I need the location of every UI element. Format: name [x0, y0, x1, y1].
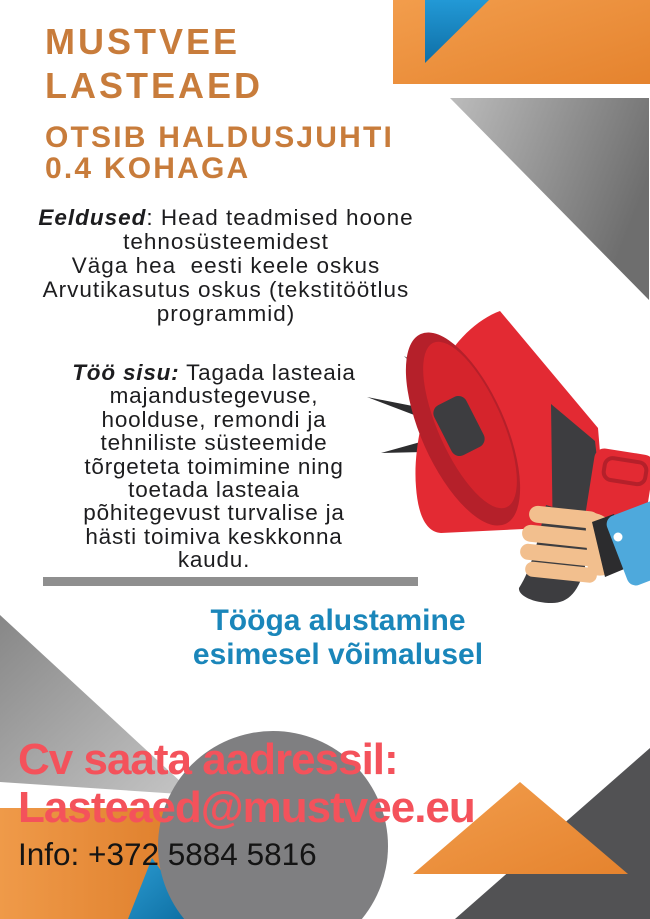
requirements-label: Eeldused: [38, 205, 147, 230]
duties-line: tehniliste süsteemide: [100, 430, 328, 456]
divider-bar: [43, 577, 418, 586]
start-info-heading: [148, 604, 528, 671]
cta-line: Cv saata aadressil:: [18, 735, 398, 784]
duties-line: hoolduse, remondi ja: [101, 406, 327, 432]
duties-line: põhitegevust turvalise ja: [83, 500, 345, 526]
duties-line: Töö sisu: Tagada lasteaia: [72, 360, 356, 385]
subtitle-line-1: OTSIB HALDUSJUHTI: [45, 121, 395, 154]
duties-block: [28, 361, 400, 572]
contact-cta: [18, 736, 578, 831]
duties-line: hästi toimiva keskkonna: [85, 523, 343, 549]
start-info-line-1: Tööga alustamine: [210, 604, 466, 637]
duties-line: tõrgeteta toimimine ning: [84, 453, 344, 479]
title-line-2: LASTEAED: [45, 65, 264, 106]
start-info-line-2: esimesel võimalusel: [192, 637, 484, 671]
duties-line: kaudu.: [177, 547, 251, 573]
requirements-line: tehnosüsteemidest: [123, 229, 329, 254]
sleeve-button: [614, 533, 623, 542]
subtitle-line-2: 0.4 KOHAGA: [45, 152, 251, 185]
contact-phone: Info: +372 5884 5816: [18, 836, 317, 872]
requirements-line: Eeldused: Head teadmised hoone: [38, 205, 414, 230]
title-line-1: MUSTVEE: [45, 21, 241, 62]
requirements-line: programmid): [156, 301, 296, 326]
contact-email: Lasteaed@mustvee.eu: [18, 782, 475, 832]
duties-line: majandustegevuse,: [109, 383, 319, 409]
requirements-block: [6, 206, 446, 326]
duties-label: Töö sisu:: [72, 360, 180, 385]
poster-header: [45, 20, 505, 184]
duties-line: toetada lasteaia: [128, 477, 300, 503]
requirements-line: Arvutikasutus oskus (tekstitöötlus: [42, 277, 410, 302]
megaphone-icon: [367, 311, 650, 603]
requirements-line: Väga hea eesti keele oskus: [71, 253, 381, 278]
